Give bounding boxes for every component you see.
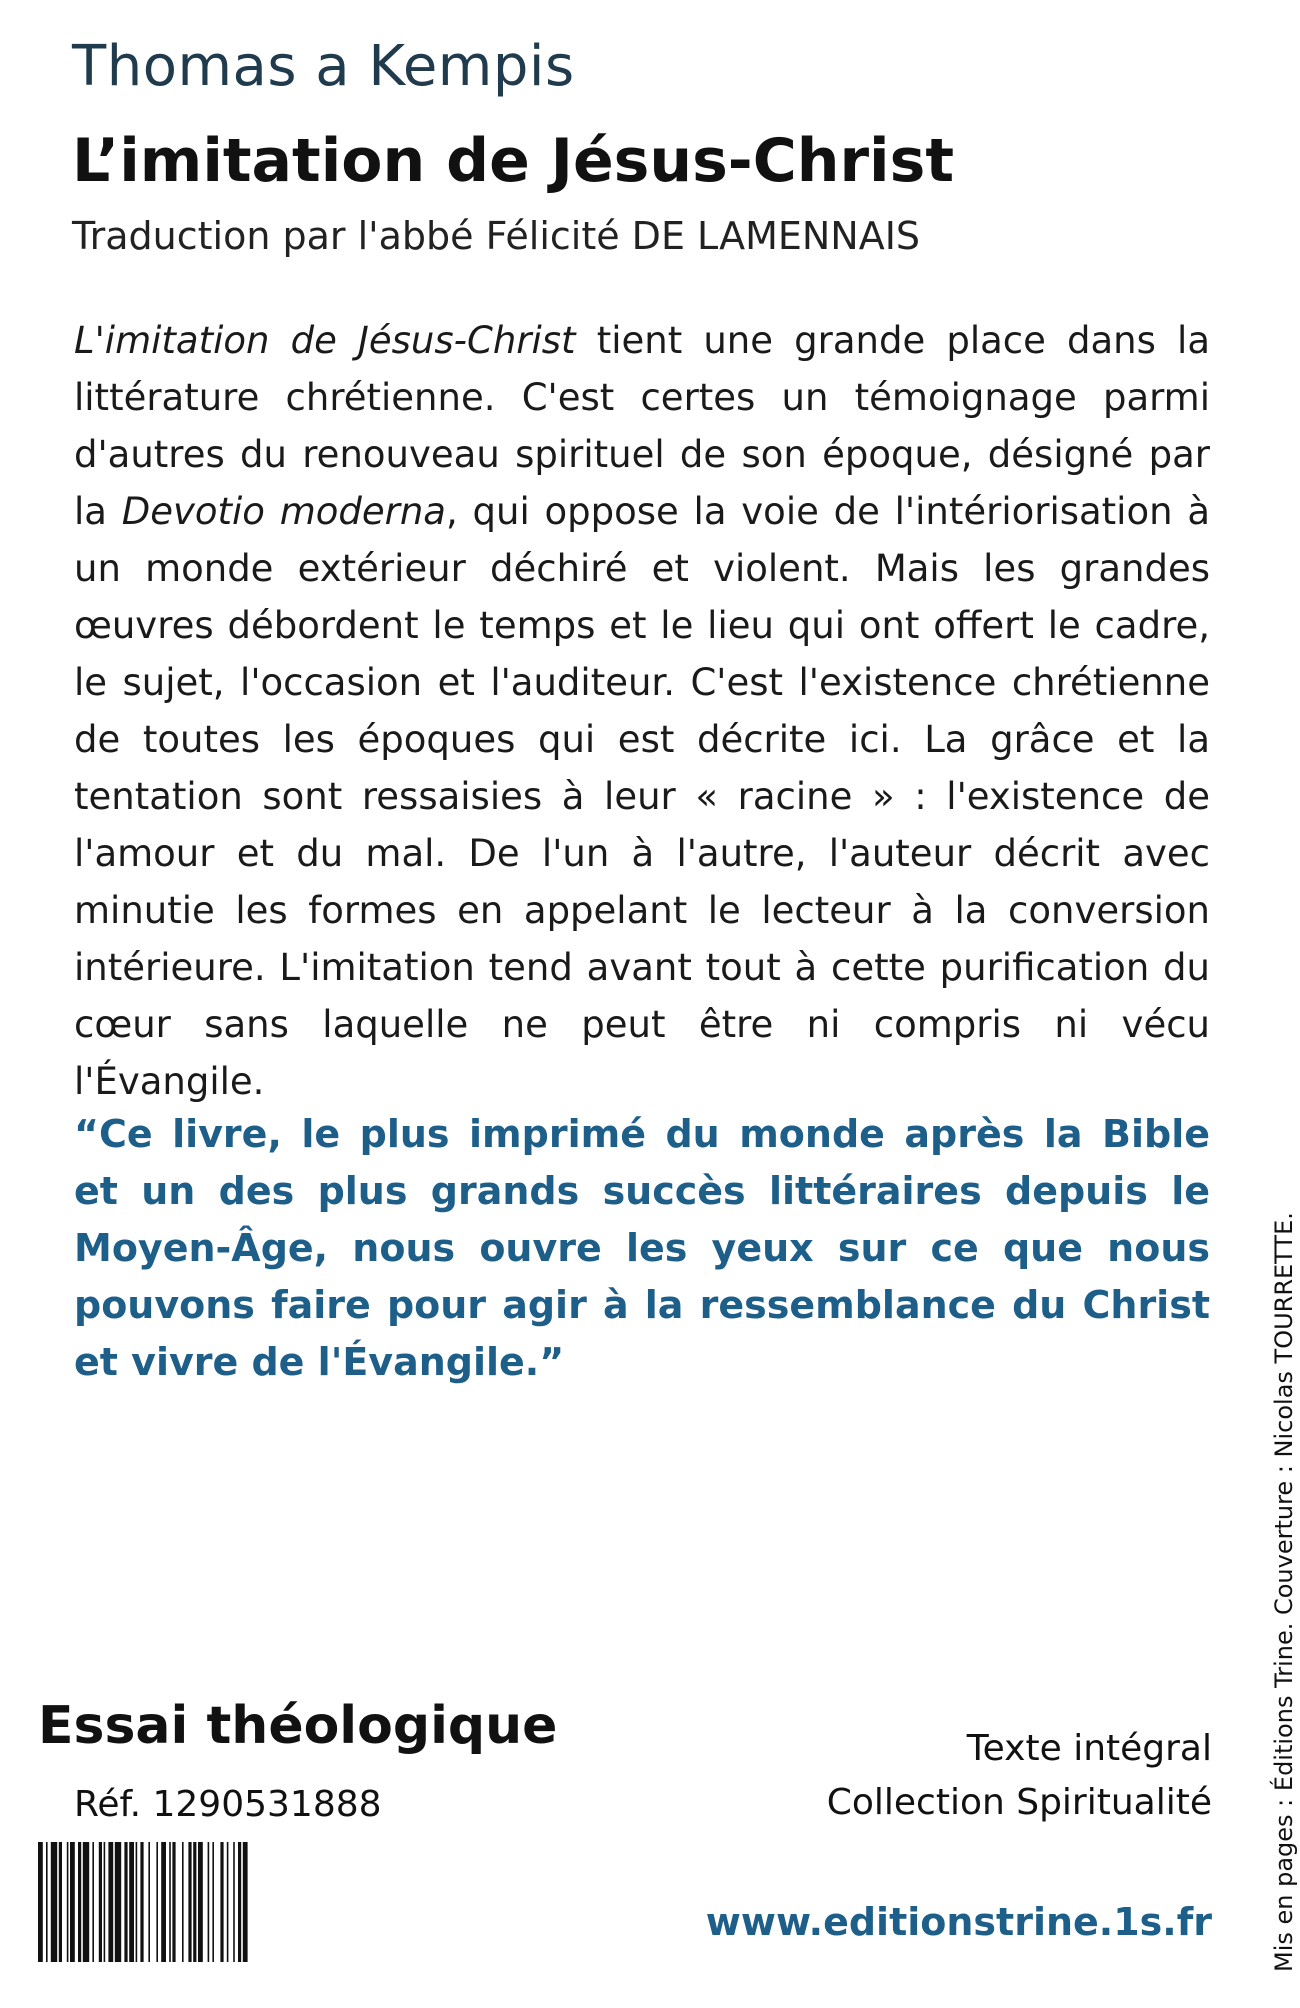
barcode-bar: [233, 1842, 235, 1962]
barcode-bar: [38, 1842, 43, 1962]
collection-name: Collection Spiritualité: [826, 1782, 1212, 1823]
barcode-bar: [188, 1842, 191, 1962]
description-text-2: , qui oppose la voie de l'intériorisation à un monde extérieur déchiré et violent. Mais les grandes œuvres débordent le temps et le lieu qui ont offert le cadre, le sujet, l'occasion et l'auditeur. C'est l'existence chrétienne de toutes les époques qui est décrite ici. La grâce et la tentation sont ressaisies à leur « racine » : l'existence de l'amour et du mal. De l'un à l'autre, l'auteur décrit avec minutie les formes en appelant le lecteur à la conversion intérieure. L'imitation tend avant tout à cette purification du cœur sans laquelle ne peut être ni compris ni vécu l'Évangile.: [74, 490, 1210, 1103]
pull-quote: “Ce livre, le plus imprimé du monde après la Bible et un des plus grands succès littéraires depuis le Moyen-Âge, nous ouvre les yeux sur ce que nous pouvons faire pour agir à la ressemblance du Christ et vivre de l'Évangile.”: [74, 1112, 1210, 1384]
barcode-bar: [156, 1842, 158, 1962]
barcode: [38, 1842, 438, 1962]
barcode-bar: [198, 1842, 203, 1962]
barcode-bar: [148, 1842, 150, 1962]
genre-label: Essai théologique: [38, 1696, 558, 1756]
barcode-bar: [78, 1842, 81, 1962]
barcode-bar: [115, 1842, 121, 1962]
barcode-bar: [51, 1842, 57, 1962]
barcode-bar: [208, 1842, 210, 1962]
barcode-bar: [70, 1842, 75, 1962]
description-title-italic: L'imitation de Jésus-Christ: [74, 319, 576, 362]
barcode-bar: [124, 1842, 127, 1962]
barcode-bar: [99, 1842, 102, 1962]
barcode-bar: [161, 1842, 166, 1962]
edition-type: Texte intégral: [966, 1728, 1212, 1769]
barcode-bar: [140, 1842, 143, 1962]
barcode-bar: [129, 1842, 134, 1962]
barcode-bar: [212, 1842, 214, 1962]
author-name: Thomas a Kempis: [72, 34, 575, 99]
barcode-bar: [193, 1842, 196, 1962]
description-devotio-italic: Devotio moderna: [121, 490, 446, 533]
publisher-website: www.editionstrine.1s.fr: [705, 1900, 1212, 1944]
barcode-bar: [182, 1842, 184, 1962]
reference-number: Réf. 1290531888: [74, 1784, 382, 1825]
barcode-bar: [83, 1842, 89, 1962]
barcode-bar: [136, 1842, 138, 1962]
barcode-bar: [238, 1842, 241, 1962]
description-paragraph: [74, 312, 1210, 1110]
barcode-bar: [172, 1842, 175, 1962]
barcode-bar: [59, 1842, 62, 1962]
barcode-bar: [169, 1842, 171, 1962]
barcode-bar: [46, 1842, 48, 1962]
credits-vertical: Mis en pages : Éditions Trine. Couverture : Nicolas TOURRETTE.: [1270, 1212, 1298, 1972]
book-title: L’imitation de Jésus-Christ: [72, 126, 955, 196]
barcode-bar: [92, 1842, 94, 1962]
barcode-bar: [220, 1842, 223, 1962]
barcode-bar: [243, 1842, 248, 1962]
barcode-bar: [67, 1842, 69, 1962]
barcode-bar: [227, 1842, 229, 1962]
description-text-1: tient une grande place dans la littérature chrétienne. C'est certes un témoignage parmi d'autres du renouveau spirituel de son époque, désigné par la: [74, 319, 1210, 533]
barcode-bar: [104, 1842, 106, 1962]
barcode-bar: [108, 1842, 113, 1962]
translator-line: Traduction par l'abbé Félicité DE LAMENNAIS: [72, 214, 921, 258]
